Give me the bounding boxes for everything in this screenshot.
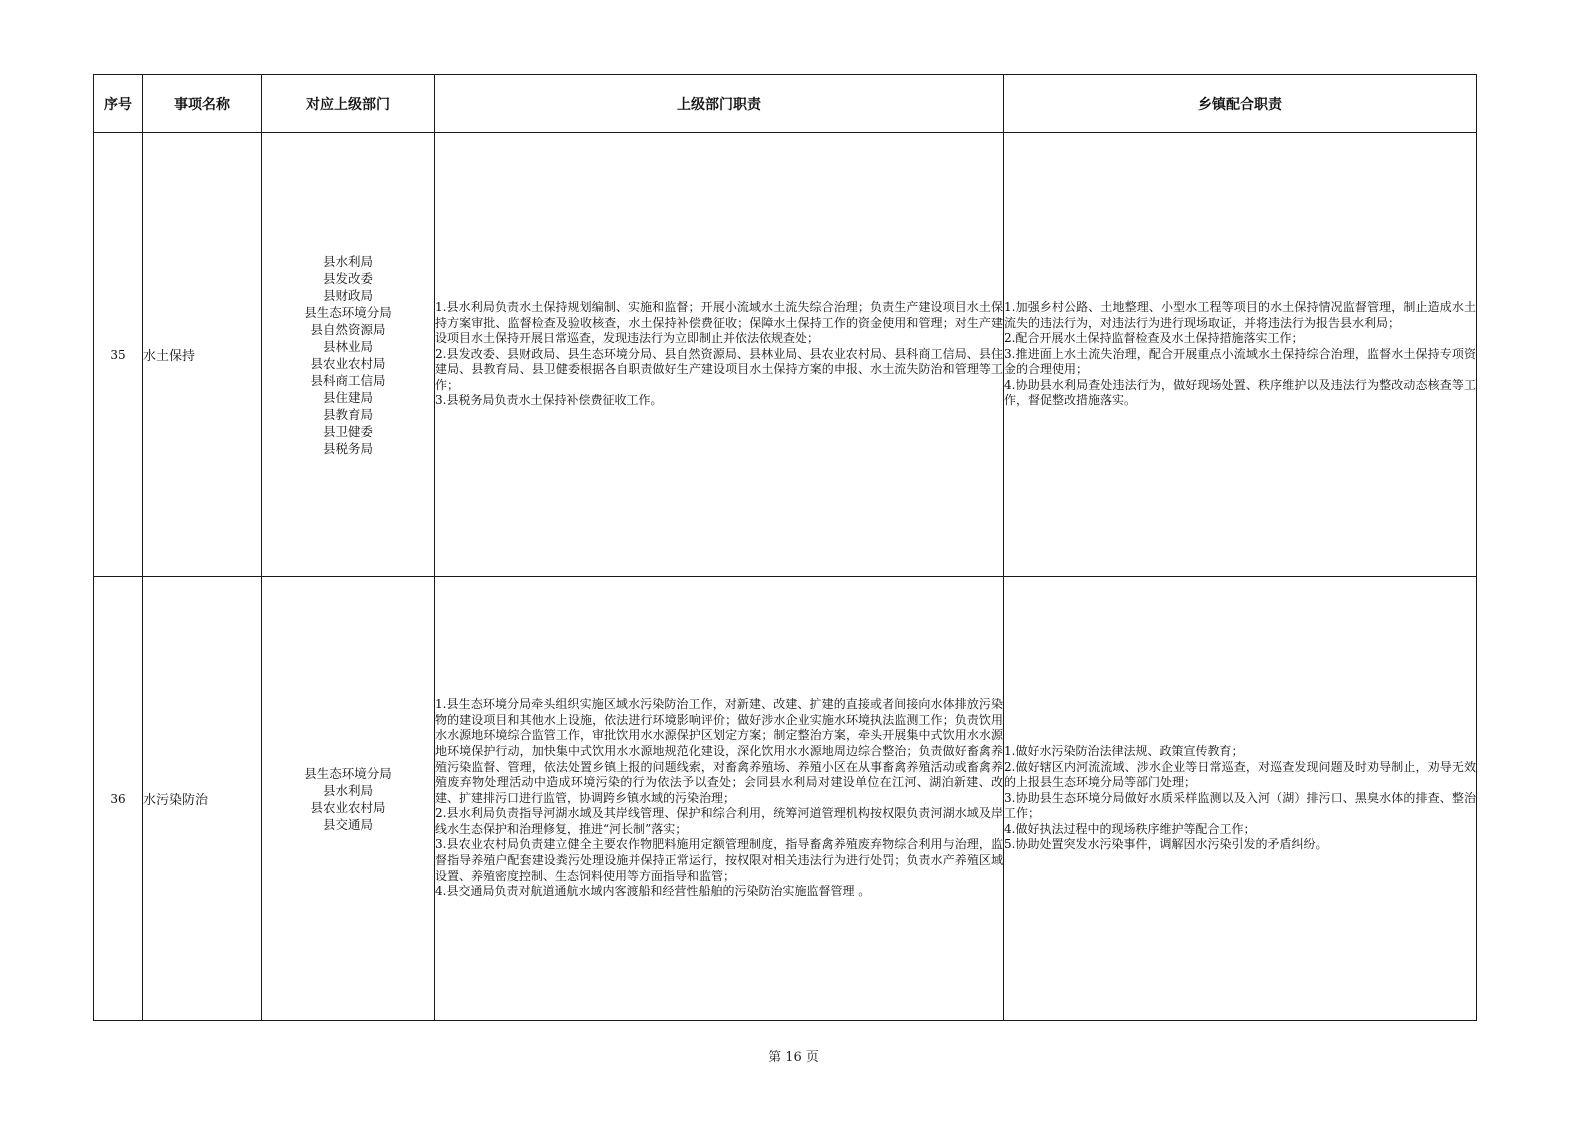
header-seq: 序号 (94, 75, 143, 133)
dept-name: 县生态环境分局 (304, 765, 392, 781)
dept-name: 县农业农村局 (310, 355, 386, 371)
town-duty-paragraph: 3.推进面上水土流失治理，配合开展重点小流域水土保持综合治理，监督水土保持专项资金的合理使用； (1004, 346, 1476, 377)
town-duty-paragraph: 1.加强乡村公路、土地整理、小型水工程等项目的水土保持情况监督管理，制止造成水土流失的违法行为，对违法行为进行现场取证，并将违法行为报告县水利局； (1004, 299, 1476, 330)
dept-name: 县财政局 (322, 287, 373, 303)
dept-name: 县林业局 (322, 338, 373, 354)
duty-paragraph: 3.县农业农村局负责建立健全主要农作物肥料施用定额管理制度，指导畜禽养殖废弃物综合利用与治理，监督指导养殖户配套建设粪污处理设施并保持正常运行，按权限对相关违法行为进行处罚；负责水产养殖区域设置、养殖密度控制、生态饲料使用等方面指导和监管； (435, 837, 1003, 883)
item-name: 水污染防治 (143, 577, 262, 1021)
town-duty-paragraph: 4.做好执法过程中的现场秩序维护等配合工作； (1004, 821, 1256, 836)
dept-name: 县自然资源局 (310, 321, 386, 337)
town-duty-paragraph: 2.做好辖区内河流流域、涉水企业等日常巡查，对巡查发现问题及时劝导制止，劝导无效的上报县生态环境分局等部门处理； (1004, 759, 1476, 790)
table-header-row (94, 75, 1477, 133)
header-superior-dept: 对应上级部门 (262, 75, 435, 133)
town-duty-paragraph: 5.协助处置突发水污染事件，调解因水污染引发的矛盾纠纷。 (1004, 837, 1328, 852)
row-number: 35 (94, 133, 143, 577)
duty-paragraph: 4.县交通局负责对航道通航水域内客渡船和经营性船舶的污染防治实施监督管理 。 (435, 884, 871, 899)
town-duty-paragraph: 3.协助县生态环境分局做好水质采样监测以及入河（湖）排污口、黑臭水体的排查、整治工作； (1004, 790, 1476, 821)
table-row (94, 577, 1477, 1021)
item-name: 水土保持 (143, 133, 262, 577)
superior-duty-cell (435, 577, 1004, 1021)
duty-paragraph: 1.县水利局负责水土保持规划编制、实施和监督；开展小流域水土流失综合治理；负责生产建设项目水土保持方案审批、监督检查及验收核查，水土保持补偿费征收；保障水土保持工作的资金使用和管理；对生产建设项目水土保持开展日常巡查，发现违法行为立即制止并依法依规查处； (435, 299, 1003, 346)
dept-list (262, 133, 435, 577)
dept-name: 县科商工信局 (310, 372, 386, 388)
header-superior-duty: 上级部门职责 (435, 75, 1004, 133)
town-duty-paragraph: 4.协助县水利局查处违法行为，做好现场处置、秩序维护以及违法行为整改动态核查等工作，督促整改措施落实。 (1004, 377, 1476, 408)
superior-duty-cell (435, 133, 1004, 577)
dept-name: 县水利局 (322, 782, 373, 798)
page-number: 第 16 页 (768, 1050, 819, 1065)
dept-name: 县卫健委 (322, 423, 373, 439)
town-duty-cell (1004, 577, 1477, 1021)
dept-list (262, 577, 435, 1021)
row-number: 36 (94, 577, 143, 1021)
dept-name: 县生态环境分局 (304, 304, 392, 320)
header-item-name: 事项名称 (143, 75, 262, 133)
header-town-duty: 乡镇配合职责 (1004, 75, 1477, 133)
duty-paragraph: 2.县水利局负责指导河湖水域及其岸线管理、保护和综合利用，统筹河道管理机构按权限负责河湖水域及岸线水生态保护和治理修复，推进“河长制”落实； (435, 806, 1003, 836)
table-row (94, 133, 1477, 577)
duty-paragraph: 2.县发改委、县财政局、县生态环境分局、县自然资源局、县林业局、县农业农村局、县科商工信局、县住建局、县教育局、县卫健委根据各自职责做好生产建设项目水土保持方案的申报、水土流失防治和管理等工作； (435, 346, 1003, 392)
town-duty-cell (1004, 133, 1477, 577)
town-duty-paragraph: 1.做好水污染防治法律法规、政策宣传教育； (1004, 743, 1244, 758)
dept-name: 县发改委 (322, 270, 373, 286)
dept-name: 县交通局 (322, 816, 373, 832)
duty-paragraph: 3.县税务局负责水土保持补偿费征收工作。 (435, 393, 663, 408)
responsibility-table (93, 74, 1477, 1021)
dept-name: 县水利局 (322, 253, 373, 269)
dept-name: 县住建局 (322, 389, 373, 405)
dept-name: 县教育局 (322, 406, 373, 422)
duty-paragraph: 1.县生态环境分局牵头组织实施区域水污染防治工作，对新建、改建、扩建的直接或者间接向水体排放污染物的建设项目和其他水上设施，依法进行环境影响评价；做好涉水企业实施水环境执法监测工作；负责饮用水水源地环境综合监管工作，审批饮用水水源保护区划定方案；制定整治方案，牵头开展集中式饮用水水源地环境保护行动，加快集中式饮用水水源地规范化建设，深化饮用水水源地周边综合整治；负责做好畜禽养殖污染监督、管理，依法处置乡镇上报的问题线索，对畜禽养殖场、养殖小区在从事畜禽养殖活动或畜禽养殖废弃物处理活动中造成环境污染的行为依法予以查处；会同县水利局对建设单位在江河、湖泊新建、改建、扩建排污口进行监管，协调跨乡镇水域的污染治理； (435, 697, 1003, 805)
town-duty-paragraph: 2.配合开展水土保持监督检查及水土保持措施落实工作； (1004, 331, 1304, 346)
dept-name: 县农业农村局 (310, 799, 386, 815)
dept-name: 县税务局 (322, 440, 373, 456)
